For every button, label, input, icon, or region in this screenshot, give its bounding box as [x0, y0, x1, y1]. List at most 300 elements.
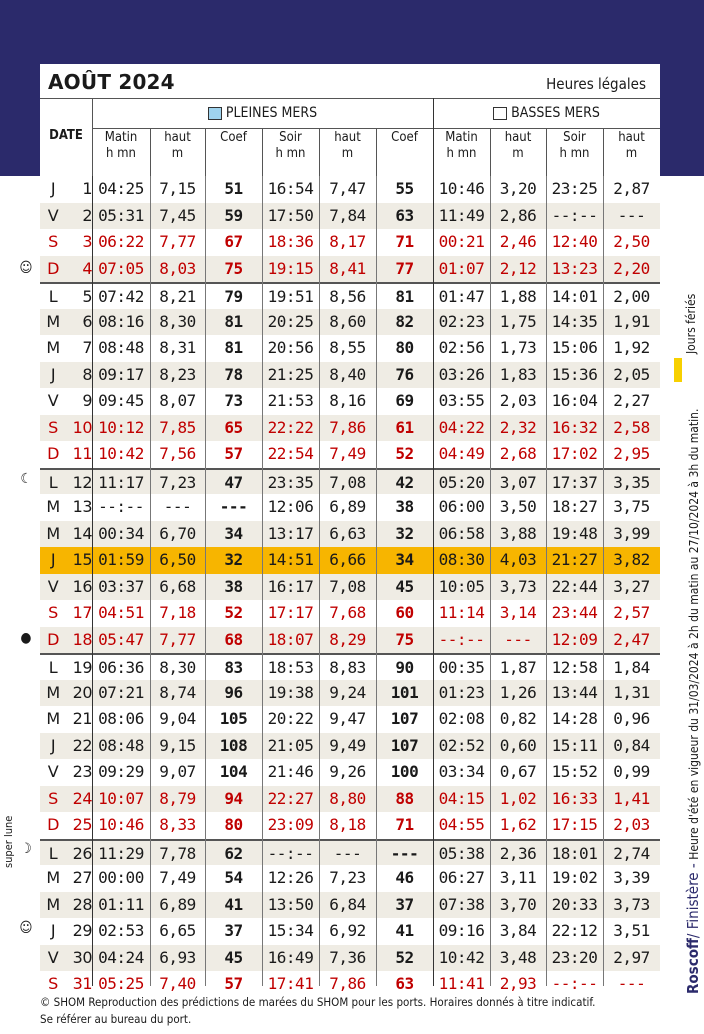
tide-value: 9,15: [159, 735, 196, 755]
tide-value: 09:17: [98, 364, 144, 384]
full-moon-icon: ☺: [19, 260, 33, 277]
tide-value: 21:27: [551, 550, 598, 569]
tide-value: 2,32: [499, 417, 537, 437]
tide-value: 01:23: [438, 682, 485, 702]
tide-value: 03:55: [438, 391, 485, 410]
tide-value: 1,88: [499, 287, 537, 306]
tide-value: 61: [395, 417, 414, 437]
tide-value: 2,95: [613, 444, 650, 463]
tide-value: 81: [224, 311, 243, 331]
tide-value: 04:15: [438, 788, 485, 808]
table-row: [40, 468, 660, 495]
tide-value: 11:41: [438, 974, 485, 993]
table-row: [40, 335, 660, 362]
tide-value: --:--: [438, 629, 485, 649]
tide-value: 22:44: [551, 576, 598, 596]
tide-value: 21:46: [267, 762, 314, 781]
tide-value: 10:42: [98, 444, 144, 463]
tide-value: 107: [390, 709, 419, 728]
tide-value: 16:54: [267, 179, 314, 198]
tide-value: 8,41: [329, 258, 366, 278]
column-header: [262, 130, 319, 162]
table-row: [40, 282, 660, 309]
tide-value: 08:48: [98, 735, 144, 755]
tide-value: 20:22: [267, 709, 314, 728]
tide-value: 0,99: [613, 762, 650, 781]
tide-value: 9,49: [329, 735, 366, 755]
grid-line: [376, 176, 377, 986]
tide-value: 21:05: [267, 735, 314, 755]
column-header-line1: haut: [618, 130, 645, 145]
tide-value: 76: [395, 364, 414, 384]
tide-value: 2,50: [613, 232, 650, 251]
tide-value: 8,03: [159, 258, 196, 278]
last-quarter-moon-icon: ☾: [20, 471, 32, 488]
day-number: 5: [82, 287, 92, 306]
tide-value: 05:25: [98, 974, 144, 993]
tide-value: 2,46: [499, 232, 537, 251]
tide-value: 18:07: [267, 629, 314, 649]
table-row: [40, 812, 660, 839]
tide-value: 7,15: [159, 179, 196, 198]
weekday: J: [50, 921, 56, 940]
tide-value: 2,93: [499, 974, 537, 993]
first-quarter-moon-icon: ☽: [20, 841, 32, 857]
table-row: [40, 256, 660, 283]
tide-value: 8,83: [329, 658, 366, 677]
tide-value: 88: [395, 788, 414, 808]
tide-value: 8,55: [329, 338, 366, 357]
tide-value: 7,18: [159, 603, 196, 622]
tide-value: 6,68: [159, 576, 196, 596]
tide-value: 3,50: [499, 497, 537, 516]
tide-value: 8,30: [159, 658, 196, 677]
side-caption: [684, 409, 702, 994]
tide-value: 57: [224, 974, 243, 993]
tide-value: 17:02: [551, 444, 598, 463]
weekday: V: [47, 947, 59, 967]
weekday: J: [50, 735, 56, 755]
table-row: [40, 574, 660, 601]
tide-value: 06:27: [438, 868, 485, 887]
tide-value: 75: [395, 629, 414, 649]
day-number: 24: [72, 788, 92, 808]
tide-value: 2,87: [613, 179, 650, 198]
tide-value: ---: [163, 497, 192, 516]
tide-value: 2,03: [613, 815, 650, 834]
footer-line-2: Se référer au bureau du port.: [40, 1012, 192, 1026]
weekday: L: [48, 843, 58, 863]
table-row: [40, 547, 660, 574]
date-column-header: DATE: [49, 128, 83, 143]
tide-value: 2,05: [613, 364, 650, 384]
day-number: 21: [72, 709, 92, 728]
tide-value: 10:12: [98, 417, 144, 437]
dst-note: Heure d'été en vigueur du 31/03/2024 à 2h du matin au 27/10/2024 à 3h du matin.: [687, 408, 701, 860]
tide-value: 12:58: [551, 658, 598, 677]
tide-value: 02:08: [438, 709, 485, 728]
high-tides-label: PLEINES MERS: [225, 105, 318, 121]
tide-value: --:--: [551, 974, 598, 993]
tide-value: 80: [395, 338, 414, 357]
tide-value: 4,03: [499, 550, 537, 569]
tide-value: 11:49: [438, 205, 485, 225]
tide-value: 3,39: [613, 868, 650, 887]
tide-value: 68: [224, 629, 243, 649]
tide-value: 2,12: [499, 258, 537, 278]
full-moon-icon: ☺: [19, 920, 33, 937]
day-number: 7: [82, 338, 92, 357]
tide-value: 108: [219, 735, 248, 755]
tide-value: 34: [224, 523, 243, 543]
tide-value: 8,33: [159, 815, 196, 834]
tide-value: 3,73: [499, 576, 537, 596]
column-header-line2: h mn: [559, 146, 590, 161]
column-header: [150, 130, 205, 162]
tide-value: 2,97: [613, 947, 650, 967]
weekday: L: [48, 472, 58, 492]
tide-value: 01:07: [438, 258, 485, 278]
day-number: 22: [72, 735, 92, 755]
tide-value: 38: [224, 576, 243, 596]
tide-value: 46: [395, 868, 414, 887]
tide-value: 16:04: [551, 391, 598, 410]
tide-value: 1,83: [499, 364, 537, 384]
table-header: [40, 64, 660, 176]
grid-line: [546, 176, 547, 986]
tide-value: 6,89: [159, 894, 196, 914]
column-header-line2: h mn: [446, 146, 477, 161]
day-number: 30: [72, 947, 92, 967]
tide-value: 18:53: [267, 658, 314, 677]
tide-value: 7,78: [159, 843, 196, 863]
tide-value: 08:16: [98, 311, 144, 331]
tide-value: 10:07: [98, 788, 144, 808]
tide-value: 77: [395, 258, 414, 278]
tide-value: 52: [395, 444, 414, 463]
tide-value: 23:44: [551, 603, 598, 622]
tide-value: 2,20: [613, 258, 650, 278]
tide-value: 6,93: [159, 947, 196, 967]
tide-value: 11:17: [98, 472, 144, 492]
tide-value: 3,73: [613, 894, 650, 914]
tide-value: 57: [224, 444, 243, 463]
tide-value: ---: [504, 629, 532, 649]
tide-value: 7,36: [329, 947, 366, 967]
column-header-line1: haut: [504, 130, 532, 145]
tide-value: 6,50: [159, 550, 196, 569]
tide-value: 02:53: [98, 921, 144, 940]
table-row: [40, 839, 660, 866]
tide-value: 07:38: [438, 894, 485, 914]
tide-value: 94: [224, 788, 243, 808]
tide-value: 23:35: [267, 472, 314, 492]
tide-value: 9,26: [329, 762, 366, 781]
tide-value: 7,85: [159, 417, 196, 437]
divider: [490, 128, 491, 176]
tide-value: 96: [224, 682, 243, 702]
tide-value: 03:34: [438, 762, 485, 781]
tide-value: 8,74: [159, 682, 196, 702]
tide-value: 00:35: [438, 658, 485, 677]
weekday: S: [48, 788, 58, 808]
high-tide-swatch-icon: [208, 107, 222, 120]
tide-value: 8,40: [329, 364, 366, 384]
weekday: V: [47, 205, 59, 225]
tide-value: 9,47: [329, 709, 366, 728]
tide-value: 19:48: [551, 523, 598, 543]
tide-value: 21:25: [267, 364, 314, 384]
tide-value: 7,40: [159, 974, 196, 993]
tide-value: 81: [395, 287, 414, 306]
tide-value: 22:12: [551, 921, 598, 940]
tide-value: 09:45: [98, 391, 144, 410]
tide-value: 78: [224, 364, 243, 384]
tide-value: 1,62: [499, 815, 537, 834]
tide-value: 20:56: [267, 338, 314, 357]
table-row: [40, 388, 660, 415]
column-header-line1: Soir: [563, 130, 586, 145]
weekday: L: [48, 287, 58, 306]
weekday: D: [47, 444, 59, 463]
tide-value: 23:09: [267, 815, 314, 834]
tide-value: 18:36: [267, 232, 314, 251]
tide-value: 05:31: [98, 205, 144, 225]
column-header: [546, 130, 603, 162]
tide-value: 8,21: [159, 287, 196, 306]
tide-value: 47: [224, 472, 243, 492]
weekday: M: [46, 709, 60, 728]
tide-value: 06:36: [98, 658, 144, 677]
grid-line: [205, 176, 206, 986]
tide-value: 100: [390, 762, 419, 781]
tide-value: 80: [224, 815, 243, 834]
table-row: [40, 362, 660, 389]
tide-value: 2,00: [613, 287, 650, 306]
tide-value: 06:22: [98, 232, 144, 251]
table-row: [40, 229, 660, 256]
tide-value: 01:47: [438, 287, 485, 306]
tide-value: ---: [617, 974, 646, 993]
weekday: M: [46, 523, 60, 543]
tide-value: 15:34: [267, 921, 314, 940]
tide-value: 52: [395, 947, 414, 967]
holiday-marker: [674, 358, 682, 382]
grid-line: [603, 176, 604, 986]
tide-value: 09:16: [438, 921, 485, 940]
page-title: AOÛT 2024: [48, 70, 175, 94]
tide-value: 7,23: [329, 868, 366, 887]
tide-value: 7,49: [159, 868, 196, 887]
tide-value: 3,07: [499, 472, 537, 492]
tide-value: 82: [395, 311, 414, 331]
tide-value: 11:14: [438, 603, 485, 622]
tide-value: 2,86: [499, 205, 537, 225]
tide-value: 6,65: [159, 921, 196, 940]
tide-value: 04:49: [438, 444, 485, 463]
tide-value: 2,36: [499, 843, 537, 863]
divider: [376, 128, 377, 176]
divider: [603, 128, 604, 176]
column-header-line1: Soir: [279, 130, 302, 145]
table-row: [40, 521, 660, 548]
tide-value: 8,79: [159, 788, 196, 808]
tide-value: 21:53: [267, 391, 314, 410]
tide-value: 59: [224, 205, 243, 225]
tide-value: 16:33: [551, 788, 598, 808]
tide-value: 83: [224, 658, 243, 677]
tide-value: 10:46: [438, 179, 485, 198]
tide-value: 02:56: [438, 338, 485, 357]
tide-value: 73: [224, 391, 243, 410]
tide-value: 13:17: [267, 523, 314, 543]
tide-value: 0,84: [613, 735, 650, 755]
day-number: 2: [82, 205, 92, 225]
table-row: [40, 203, 660, 230]
tide-value: 63: [395, 205, 414, 225]
tide-value: 00:21: [438, 232, 485, 251]
tide-value: 1,75: [499, 311, 537, 331]
footer-line-1: © SHOM Reproduction des prédictions de marées du SHOM pour les ports. Horaires donnés à titre indicatif.: [40, 995, 596, 1009]
divider: [40, 98, 660, 99]
tide-value: 05:20: [438, 472, 485, 492]
grid-line: [92, 176, 93, 986]
tide-value: 05:47: [98, 629, 144, 649]
high-tides-header: [92, 100, 433, 126]
tide-value: 18:27: [551, 497, 598, 516]
divider: [150, 128, 151, 176]
tide-value: 7,45: [159, 205, 196, 225]
tide-value: 3,88: [499, 523, 537, 543]
tide-value: 79: [224, 287, 243, 306]
table-row: [40, 706, 660, 733]
table-row: [40, 865, 660, 892]
tide-value: 17:15: [551, 815, 598, 834]
tide-value: 12:40: [551, 232, 598, 251]
grid-line: [262, 176, 263, 986]
tide-value: 6,89: [329, 497, 366, 516]
tide-value: 6,70: [159, 523, 196, 543]
tide-value: 51: [224, 179, 243, 198]
column-header: [490, 130, 546, 162]
day-number: 13: [72, 497, 92, 516]
new-moon-icon: ●: [20, 629, 32, 646]
tide-value: 11:29: [98, 843, 144, 863]
tide-value: 38: [395, 497, 414, 516]
tide-value: 41: [224, 894, 243, 914]
tide-value: 3,14: [499, 603, 537, 622]
tide-value: --:--: [267, 843, 314, 863]
tide-value: 3,75: [613, 497, 650, 516]
tide-value: 14:51: [267, 550, 314, 569]
table-row: [40, 680, 660, 707]
grid-line: [433, 176, 434, 986]
day-number: 17: [72, 603, 92, 622]
tide-value: 17:37: [551, 472, 598, 492]
tide-value: 8,23: [159, 364, 196, 384]
port-name: Roscoff: [684, 938, 702, 994]
tide-value: 41: [395, 921, 414, 940]
tide-value: 9,04: [159, 709, 196, 728]
tide-value: 16:49: [267, 947, 314, 967]
region-name: / Finistère -: [684, 863, 702, 939]
column-header-line1: Matin: [104, 130, 138, 145]
day-number: 19: [72, 658, 92, 677]
tide-value: 3,11: [499, 868, 537, 887]
table-row: [40, 918, 660, 945]
tide-value: 20:33: [551, 894, 598, 914]
tide-value: 12:06: [267, 497, 314, 516]
tide-value: 04:55: [438, 815, 485, 834]
tide-value: 7,49: [329, 444, 366, 463]
day-number: 4: [82, 258, 92, 278]
tide-value: 7,56: [159, 444, 196, 463]
table-row: [40, 892, 660, 919]
tide-value: 45: [224, 947, 243, 967]
tide-value: 13:50: [267, 894, 314, 914]
day-number: 20: [72, 682, 92, 702]
tide-table: [40, 176, 660, 998]
tide-value: 22:54: [267, 444, 314, 463]
tide-value: 7,08: [329, 576, 366, 596]
tide-value: 0,60: [499, 735, 537, 755]
table-row: [40, 176, 660, 203]
column-header-line2: h mn: [106, 146, 136, 161]
tide-value: 06:58: [438, 523, 485, 543]
day-number: 12: [72, 472, 92, 492]
tide-value: 1,73: [499, 338, 537, 357]
holidays-legend: Jours fériés: [684, 293, 698, 354]
top-band: [0, 0, 704, 64]
day-number: 9: [82, 391, 92, 410]
tide-value: 3,84: [499, 921, 537, 940]
tide-value: 10:42: [438, 947, 485, 967]
table-row: [40, 733, 660, 760]
column-header-line2: m: [512, 146, 524, 161]
tide-value: 19:15: [267, 258, 314, 278]
right-band: [660, 64, 704, 176]
weekday: J: [50, 364, 56, 384]
tide-value: 37: [224, 921, 243, 940]
column-header: [205, 130, 262, 146]
tide-value: 2,57: [613, 603, 650, 622]
tide-value: 81: [224, 338, 243, 357]
tide-value: 55: [395, 179, 414, 198]
day-number: 10: [72, 417, 92, 437]
tide-value: 7,77: [159, 629, 196, 649]
tide-value: 101: [390, 682, 419, 702]
tide-value: 07:42: [98, 287, 144, 306]
tide-value: 01:59: [98, 550, 144, 569]
page-subtitle: Heures légales: [546, 75, 646, 93]
tide-value: 8,56: [329, 287, 366, 306]
tide-value: 23:20: [551, 947, 598, 967]
column-header-line2: m: [171, 146, 184, 161]
table-row: [40, 627, 660, 654]
tide-value: 8,80: [329, 788, 366, 808]
tide-value: 03:26: [438, 364, 485, 384]
tide-value: 8,29: [329, 629, 366, 649]
weekday: M: [46, 682, 60, 702]
tide-value: --:--: [551, 205, 598, 225]
tide-value: 2,74: [613, 843, 650, 863]
tide-value: 03:37: [98, 576, 144, 596]
tide-value: 6,66: [329, 550, 366, 569]
tide-value: 19:38: [267, 682, 314, 702]
table-row: [40, 415, 660, 442]
tide-value: 16:32: [551, 417, 598, 437]
tide-value: 04:22: [438, 417, 485, 437]
